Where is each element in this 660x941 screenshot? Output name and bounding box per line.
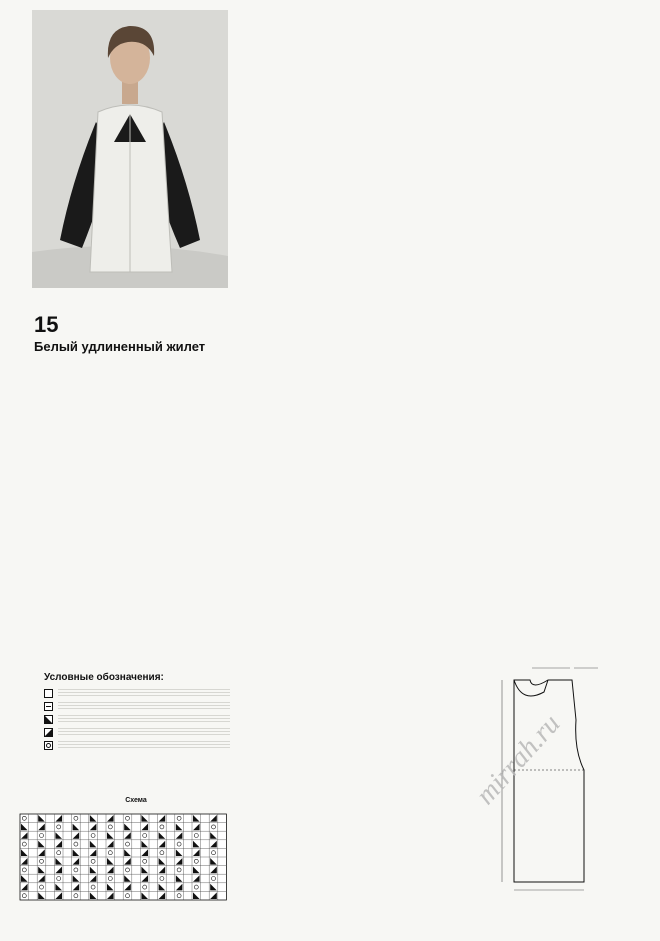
legend-row-k2tog-left — [44, 727, 230, 737]
legend-row-k2tog-right — [44, 714, 230, 724]
decrease-left-icon — [44, 728, 53, 737]
schematic-outline — [514, 680, 584, 882]
chart-label: Схема — [125, 797, 147, 804]
symbols-legend — [44, 688, 230, 753]
legend-row-knit — [44, 688, 230, 698]
purl-stitch-icon — [44, 702, 53, 711]
lace-chart — [14, 810, 230, 923]
site-watermark: mirrah.ru — [470, 708, 567, 811]
model-photo — [32, 10, 228, 288]
legend-title: Условные обозначения: — [44, 672, 164, 683]
knit-stitch-icon — [44, 689, 53, 698]
decrease-right-icon — [44, 715, 53, 724]
yarn-over-icon — [44, 741, 53, 750]
lace-chart-grid — [14, 810, 230, 918]
pattern-title: Белый удлиненный жилет — [34, 339, 206, 354]
legend-row-purl — [44, 701, 230, 711]
pattern-number: 15 — [34, 312, 59, 337]
legend-row-yarn-over — [44, 740, 230, 750]
